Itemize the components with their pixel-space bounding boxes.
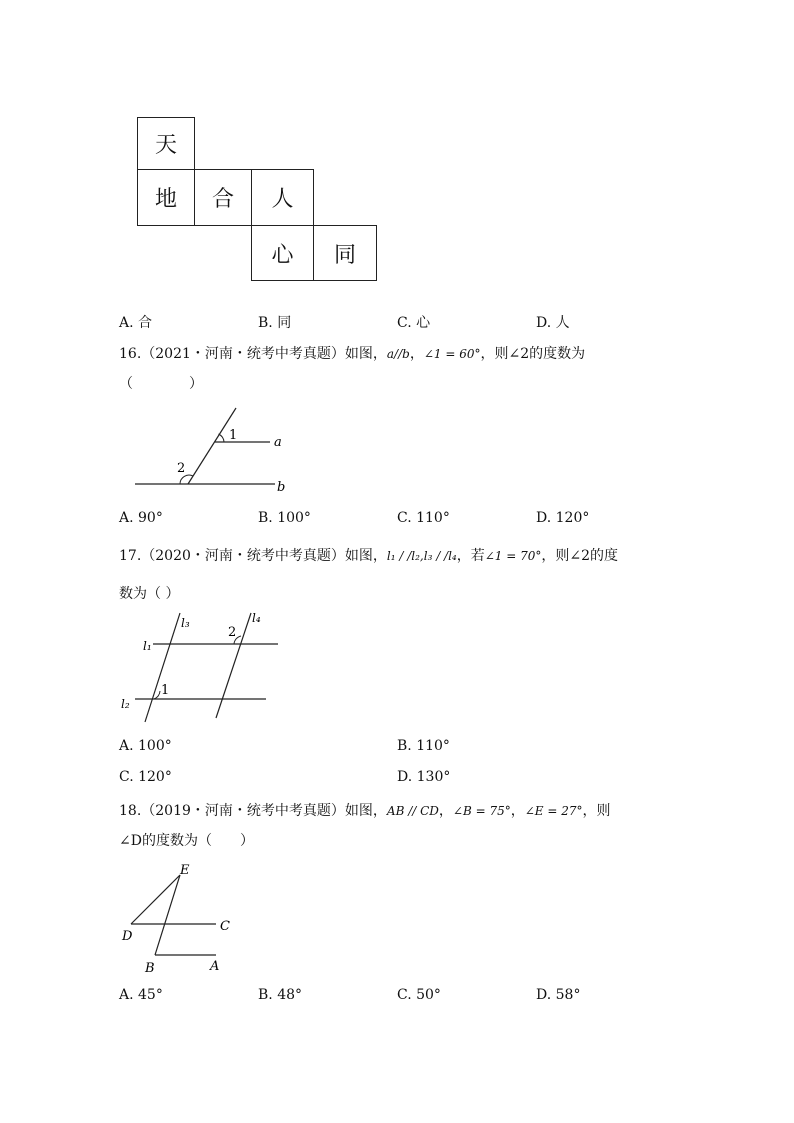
q18-label-b: B xyxy=(145,961,155,976)
q18-label-d: D xyxy=(122,929,133,944)
q18-condition-angle-e: ∠E = 27° xyxy=(524,804,583,818)
q17-option-d[interactable]: D. 130° xyxy=(397,769,451,785)
net-cell-tong: 同 xyxy=(313,225,377,281)
q18-figure xyxy=(118,860,248,978)
q18-stem: 18.（2019・河南・统考中考真题）如图，AB // CD，∠B = 75°，∠E = 27°，则 xyxy=(119,803,611,819)
q17-stem: 17.（2020・河南・统考中考真题）如图，l₁ / /l₂,l₃ / /l₄，若∠1 = 70°，则∠2的度 xyxy=(119,548,619,564)
q16-option-b[interactable]: B. 100° xyxy=(258,510,311,526)
q16-label-b: b xyxy=(277,480,286,495)
q17-label-l3: l₃ xyxy=(181,616,190,630)
q17-label-l2: l₂ xyxy=(121,697,130,711)
q16-label-2: 2 xyxy=(177,461,186,476)
q16-condition-parallel: a//b xyxy=(386,347,410,361)
q18-stem-line2: ∠D的度数为（ ） xyxy=(119,833,254,849)
q17-figure xyxy=(118,605,288,725)
q17-label-1: 1 xyxy=(161,683,170,698)
q16-stem: 16.（2021・河南・统考中考真题）如图，a//b，∠1 = 60°，则∠2的度数为 xyxy=(119,346,586,362)
q17-condition-parallel: l₁ / /l₂,l₃ / /l₄ xyxy=(386,549,457,563)
q17-condition-angle: ∠1 = 70° xyxy=(484,549,542,563)
q17-option-c[interactable]: C. 120° xyxy=(119,769,172,785)
q17-line-l3 xyxy=(145,613,180,722)
q18-label-c: C xyxy=(220,919,230,934)
net-cell-tian: 天 xyxy=(137,117,195,170)
q16-transversal xyxy=(188,408,236,484)
q17-label-l4: l₄ xyxy=(252,611,261,625)
q18-label-e: E xyxy=(180,863,190,878)
q18-option-b[interactable]: B. 48° xyxy=(258,987,303,1003)
q15-option-d[interactable]: D. 人 xyxy=(536,315,570,331)
q18-option-d[interactable]: D. 58° xyxy=(536,987,581,1003)
q16-figure xyxy=(120,400,300,500)
q16-label-1: 1 xyxy=(229,428,238,443)
q17-stem-line2: 数为（ ） xyxy=(119,586,180,602)
q18-option-c[interactable]: C. 50° xyxy=(397,987,441,1003)
q17-option-a[interactable]: A. 100° xyxy=(119,738,172,754)
q16-option-c[interactable]: C. 110° xyxy=(397,510,450,526)
q16-option-a[interactable]: A. 90° xyxy=(119,510,163,526)
net-cell-xin: 心 xyxy=(251,225,314,281)
q17-option-b[interactable]: B. 110° xyxy=(397,738,450,754)
q17-label-l1: l₁ xyxy=(143,639,152,653)
q15-option-a[interactable]: A. 合 xyxy=(119,315,153,331)
net-cell-di: 地 xyxy=(137,169,195,226)
q16-answer-blank: （ ） xyxy=(119,376,203,392)
net-cell-ren: 人 xyxy=(251,169,314,226)
q15-option-c[interactable]: C. 心 xyxy=(397,315,431,331)
net-cell-he: 合 xyxy=(194,169,252,226)
q16-label-a: a xyxy=(274,435,282,450)
q18-condition-angle-b: ∠B = 75° xyxy=(452,804,511,818)
q16-condition-angle: ∠1 = 60° xyxy=(423,347,481,361)
q18-option-a[interactable]: A. 45° xyxy=(119,987,163,1003)
q16-option-d[interactable]: D. 120° xyxy=(536,510,590,526)
q17-label-2: 2 xyxy=(228,625,237,640)
q15-option-b[interactable]: B. 同 xyxy=(258,315,292,331)
q18-condition-parallel: AB // CD xyxy=(386,804,439,818)
q18-label-a: A xyxy=(210,959,220,974)
